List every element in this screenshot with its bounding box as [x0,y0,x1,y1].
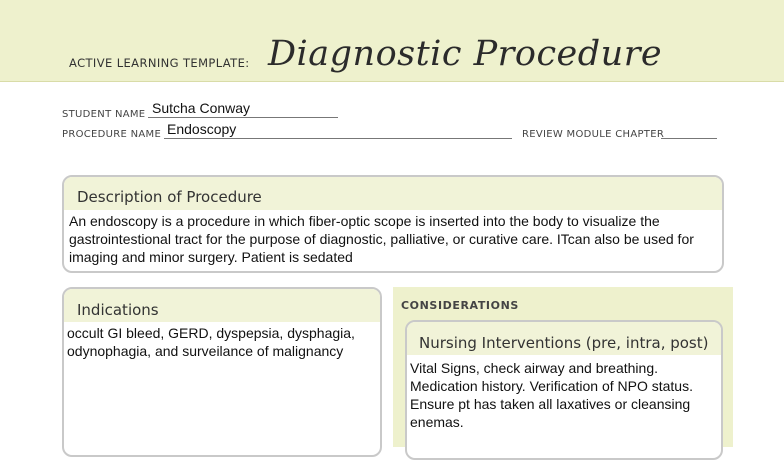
procedure-name-label: PROCEDURE NAME [62,129,162,140]
nursing-interventions-box [405,320,723,460]
review-module-label: REVIEW MODULE CHAPTER [522,129,665,140]
student-name-label: STUDENT NAME [62,109,146,120]
description-text[interactable]: An endoscopy is a procedure in which fiber-optic scope is inserted into the body to visualize the gastrointestional tract for the purpose of diagnostic, palliative, or curative care. ITcan also be used for imaging and minor surgery. Patient is sedated [69,213,694,265]
procedure-name-line [164,138,512,139]
review-module-field[interactable] [661,138,717,139]
template-label: ACTIVE LEARNING TEMPLATE: [69,56,250,70]
nursing-interventions-text[interactable]: Vital Signs, check airway and breathing. Medication history. Verification of NPO status. Ensure pt has taken all laxatives or cleansing enemas. [410,360,693,430]
student-name-field[interactable]: Sutcha Conway [152,100,251,116]
procedure-name-field[interactable]: Endoscopy [167,121,237,137]
indications-box [62,287,382,457]
description-heading: Description of Procedure [77,188,262,206]
description-box [62,175,724,273]
template-banner [0,0,784,82]
considerations-label: CONSIDERATIONS [401,299,519,312]
student-name-line [148,117,338,118]
indications-heading: Indications [77,301,159,319]
indications-text[interactable]: occult GI bleed, GERD, dyspepsia, dysphagia, odynophagia, and surveilance of malignancy [67,325,355,359]
nursing-interventions-heading: Nursing Interventions (pre, intra, post) [419,334,709,352]
page-title: Diagnostic Procedure [268,34,663,74]
